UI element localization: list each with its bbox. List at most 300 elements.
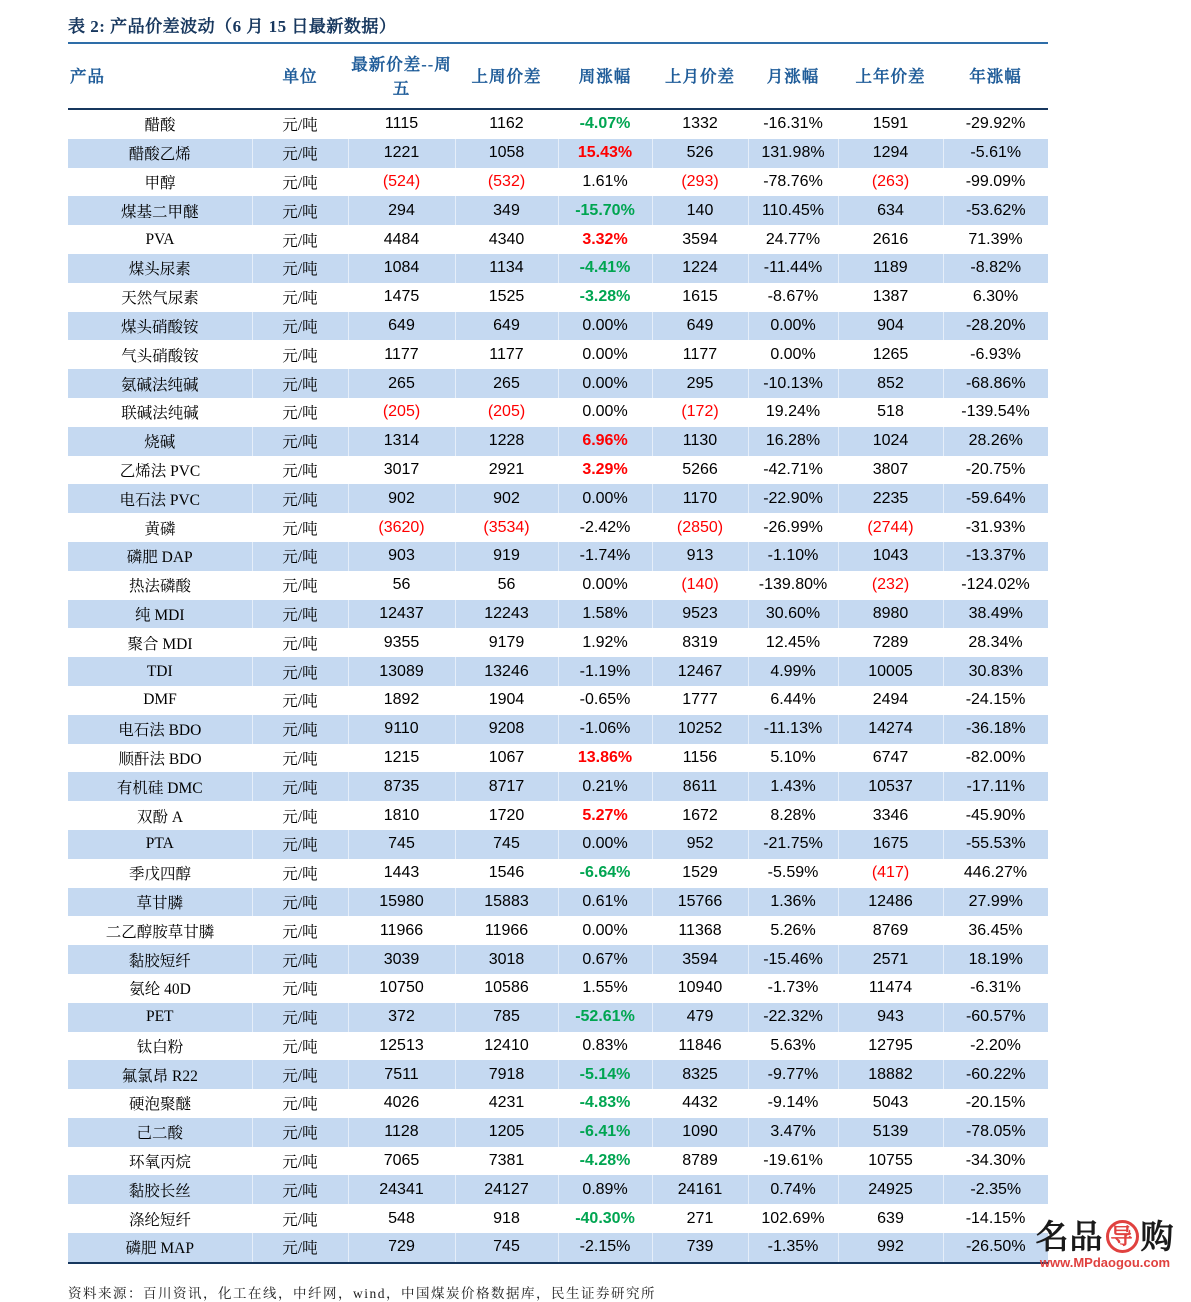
cell-unit: 元/吨: [252, 427, 348, 456]
column-header-9: 年涨幅: [943, 44, 1048, 109]
cell-year-change: 28.26%: [968, 432, 1023, 450]
cell-product: 季戊四醇: [128, 866, 191, 884]
cell-year-change: -139.54%: [961, 403, 1030, 421]
cell-month-change: -21.75%: [748, 830, 838, 859]
cell-last-week-spread: 10586: [484, 979, 529, 997]
cell-year-change: -78.05%: [965, 1123, 1026, 1141]
cell-unit: 元/吨: [252, 254, 348, 283]
cell-last-year-spread: 3346: [872, 806, 909, 824]
cell-last-week-spread: 9179: [488, 633, 525, 651]
cell-latest-spread: 1128: [348, 1118, 455, 1147]
cell-last-year-spread: 943: [838, 1003, 943, 1032]
cell-product: 煤头尿素: [68, 254, 252, 283]
cell-last-week-spread: 3018: [455, 945, 558, 974]
cell-year-change: -31.93%: [965, 518, 1026, 536]
table-row: [68, 283, 1048, 312]
cell-year-change: -20.15%: [965, 1094, 1026, 1112]
cell-year-change: -55.53%: [965, 835, 1026, 853]
cell-unit: 元/吨: [252, 369, 348, 398]
cell-week-change: 13.86%: [577, 748, 633, 766]
cell-last-week-spread: 1205: [455, 1118, 558, 1147]
cell-month-change: 1.36%: [748, 888, 838, 917]
table-row: [68, 571, 1048, 600]
logo-text-right: 购: [1140, 1218, 1175, 1255]
cell-latest-spread: 548: [388, 1209, 415, 1227]
cell-last-month-spread: 1130: [652, 427, 748, 456]
cell-week-change: 0.00%: [558, 484, 652, 513]
cell-product: 氨碱法纯碱: [68, 369, 252, 398]
cell-year-change: -68.86%: [965, 374, 1026, 392]
cell-year-change: -60.22%: [965, 1065, 1026, 1083]
cell-week-change: -6.41%: [558, 1118, 652, 1147]
cell-week-change: 0.00%: [558, 369, 652, 398]
cell-product: 己二酸: [68, 1118, 252, 1147]
cell-last-month-spread: 1615: [682, 288, 718, 306]
cell-year-change: -8.82%: [970, 259, 1022, 277]
cell-week-change: 15.43%: [558, 139, 652, 168]
cell-latest-spread: 11966: [379, 921, 424, 939]
table-row: [68, 139, 1048, 168]
cell-unit: 元/吨: [282, 635, 318, 653]
cell-month-change: 131.98%: [748, 139, 838, 168]
table-row: [68, 196, 1048, 225]
cell-unit: 元/吨: [252, 542, 348, 571]
cell-last-week-spread: 1525: [488, 288, 525, 306]
header-row: [68, 44, 1048, 109]
cell-last-week-spread: 745: [455, 830, 558, 859]
cell-month-change: 30.60%: [748, 600, 838, 629]
cell-latest-spread: 1314: [348, 427, 455, 456]
cell-month-change: -139.80%: [758, 576, 828, 594]
cell-last-year-spread: (232): [871, 576, 910, 594]
cell-unit: 元/吨: [252, 1233, 348, 1263]
cell-year-change: -82.00%: [965, 748, 1026, 766]
cell-month-change: 4.99%: [748, 657, 838, 686]
cell-year-change: 6.30%: [972, 288, 1019, 306]
logo-url: www.MPdaogou.com: [1039, 1255, 1171, 1270]
cell-product: 涤纶短纤: [128, 1211, 191, 1229]
table-row: [68, 1147, 1048, 1176]
cell-latest-spread: 729: [348, 1233, 455, 1263]
cell-month-change: -9.14%: [767, 1094, 819, 1112]
cell-last-year-spread: 1043: [838, 542, 943, 571]
cell-product: DMF: [143, 691, 177, 709]
cell-product: 纯 MDI: [68, 600, 252, 629]
cell-last-month-spread: 739: [652, 1233, 748, 1263]
cell-last-year-spread: 634: [838, 196, 943, 225]
cell-year-change: 27.99%: [968, 892, 1023, 910]
cell-product: 联碱法纯碱: [121, 405, 199, 423]
cell-week-change: -0.65%: [579, 691, 631, 709]
cell-last-year-spread: 12486: [838, 888, 943, 917]
table-row: [68, 398, 1048, 427]
cell-month-change: 0.00%: [770, 345, 816, 363]
cell-year-change: -26.50%: [965, 1238, 1026, 1256]
cell-last-week-spread: 1546: [488, 864, 525, 882]
cell-week-change: -4.07%: [579, 115, 631, 133]
column-header-3: 最新价差--周五: [348, 44, 455, 109]
table-row: [68, 369, 1048, 398]
cell-unit: 元/吨: [252, 1060, 348, 1089]
cell-week-change: 0.00%: [582, 921, 628, 939]
table-row: [68, 1175, 1048, 1204]
cell-unit: 元/吨: [282, 174, 318, 192]
cell-product: 磷肥 DAP: [68, 542, 252, 571]
cell-product: 煤头硝酸铵: [68, 312, 252, 341]
cell-product: 钛白粉: [136, 1038, 184, 1056]
cell-year-change: -36.18%: [965, 720, 1026, 738]
cell-latest-spread: 10750: [379, 979, 424, 997]
cell-month-change: 0.74%: [748, 1175, 838, 1204]
cell-latest-spread: 902: [348, 484, 455, 513]
cell-unit: 元/吨: [282, 405, 318, 423]
cell-latest-spread: 3039: [348, 945, 455, 974]
cell-latest-spread: 1215: [383, 748, 420, 766]
cell-unit: 元/吨: [252, 312, 348, 341]
cell-month-change: 3.47%: [748, 1118, 838, 1147]
table-row: [68, 1118, 1048, 1147]
cell-last-year-spread: 10755: [868, 1152, 913, 1170]
cell-last-year-spread: 2616: [872, 230, 909, 248]
cell-unit: 元/吨: [282, 1154, 318, 1172]
cell-latest-spread: 294: [348, 196, 455, 225]
cell-unit: 元/吨: [252, 657, 348, 686]
cell-unit: 元/吨: [252, 888, 348, 917]
cell-last-week-spread: 4231: [488, 1094, 525, 1112]
cell-month-change: -15.46%: [748, 945, 838, 974]
cell-product: 天然气尿素: [121, 290, 199, 308]
cell-last-year-spread: 6747: [872, 748, 909, 766]
cell-last-month-spread: 140: [652, 196, 748, 225]
cell-product: 草甘膦: [68, 888, 252, 917]
cell-year-change: -124.02%: [961, 576, 1030, 594]
cell-last-year-spread: (263): [871, 172, 910, 190]
cell-last-week-spread: 56: [497, 576, 516, 594]
cell-last-year-spread: 5139: [838, 1118, 943, 1147]
cell-week-change: 0.89%: [558, 1175, 652, 1204]
cell-latest-spread: 9355: [383, 633, 420, 651]
cell-product: 热法磷酸: [128, 578, 191, 596]
cell-week-change: -15.70%: [558, 196, 652, 225]
cell-year-change: 446.27%: [963, 864, 1028, 882]
cell-unit: 元/吨: [282, 923, 318, 941]
table-row: [68, 427, 1048, 456]
cell-last-week-spread: 7918: [455, 1060, 558, 1089]
cell-year-change: 38.49%: [968, 604, 1023, 622]
cell-year-change: -59.64%: [965, 489, 1026, 507]
cell-last-week-spread: 649: [455, 312, 558, 341]
table-row: [68, 1204, 1048, 1233]
cell-last-month-spread: (2850): [676, 518, 724, 536]
cell-week-change: -40.30%: [575, 1209, 635, 1227]
cell-month-change: 16.28%: [748, 427, 838, 456]
table-title: 表 2: 产品价差波动（6 月 15 日最新数据）: [68, 17, 397, 36]
cell-week-change: 3.32%: [582, 230, 628, 248]
cell-last-week-spread: 745: [455, 1233, 558, 1263]
cell-latest-spread: (524): [382, 172, 421, 190]
cell-last-year-spread: 1591: [872, 115, 909, 133]
cell-last-year-spread: 904: [838, 312, 943, 341]
cell-last-month-spread: 1672: [682, 806, 718, 824]
cell-last-week-spread: 785: [455, 1003, 558, 1032]
table-row: [68, 600, 1048, 629]
cell-last-month-spread: 271: [686, 1209, 714, 1227]
cell-last-year-spread: 8769: [872, 921, 909, 939]
cell-last-year-spread: 1294: [838, 139, 943, 168]
cell-month-change: 102.69%: [761, 1209, 825, 1227]
table-body: [68, 109, 1048, 1263]
cell-last-year-spread: 2571: [838, 945, 943, 974]
table-row: [68, 1089, 1048, 1118]
cell-unit: 元/吨: [282, 693, 318, 711]
cell-last-month-spread: 952: [652, 830, 748, 859]
cell-last-week-spread: 1904: [488, 691, 525, 709]
cell-week-change: 5.27%: [582, 806, 628, 824]
cell-unit: 元/吨: [252, 600, 348, 629]
cell-unit: 元/吨: [252, 196, 348, 225]
cell-week-change: 1.58%: [558, 600, 652, 629]
column-header-1: 产品: [68, 44, 252, 109]
cell-latest-spread: 7511: [348, 1060, 455, 1089]
column-header-4: 上周价差: [455, 44, 558, 109]
table-row: [68, 657, 1048, 686]
cell-month-change: 24.77%: [765, 230, 821, 248]
cell-product: 二乙醇胺草甘膦: [105, 923, 215, 941]
cell-week-change: -4.28%: [579, 1152, 631, 1170]
cell-product: 环氧丙烷: [128, 1154, 191, 1172]
cell-month-change: 19.24%: [765, 403, 821, 421]
cell-year-change: -13.37%: [965, 547, 1026, 565]
cell-latest-spread: 265: [348, 369, 455, 398]
cell-last-month-spread: 8319: [682, 633, 718, 651]
cell-last-month-spread: 1170: [652, 484, 748, 513]
cell-last-year-spread: 14274: [838, 715, 943, 744]
cell-last-year-spread: 639: [877, 1209, 904, 1227]
cell-last-year-spread: 518: [877, 403, 904, 421]
cell-last-month-spread: 1777: [682, 691, 718, 709]
cell-latest-spread: 745: [348, 830, 455, 859]
cell-last-week-spread: 265: [455, 369, 558, 398]
cell-unit: 元/吨: [282, 578, 318, 596]
cell-last-month-spread: 295: [652, 369, 748, 398]
cell-week-change: 0.67%: [558, 945, 652, 974]
cell-week-change: -52.61%: [558, 1003, 652, 1032]
table-row: [68, 772, 1048, 801]
cell-product: 有机硅 DMC: [68, 772, 252, 801]
cell-last-week-spread: 1067: [488, 748, 525, 766]
cell-latest-spread: 1221: [348, 139, 455, 168]
cell-year-change: -24.15%: [965, 691, 1026, 709]
cell-unit: 元/吨: [282, 290, 318, 308]
cell-last-month-spread: 1177: [682, 345, 718, 363]
cell-latest-spread: 4026: [383, 1094, 420, 1112]
cell-year-change: -6.31%: [970, 979, 1021, 997]
cell-last-year-spread: 10005: [838, 657, 943, 686]
cell-last-month-spread: 8325: [652, 1060, 748, 1089]
cell-last-year-spread: 1675: [838, 830, 943, 859]
cell-last-month-spread: 9523: [652, 600, 748, 629]
cell-last-year-spread: (2744): [867, 518, 914, 536]
cell-last-month-spread: 8789: [682, 1152, 718, 1170]
cell-week-change: 0.00%: [582, 403, 628, 421]
cell-last-week-spread: 8717: [455, 772, 558, 801]
table-row: [68, 1233, 1048, 1263]
cell-last-week-spread: 1177: [489, 345, 524, 363]
cell-year-change: 30.83%: [968, 662, 1023, 680]
cell-month-change: -1.73%: [767, 979, 819, 997]
cell-unit: 元/吨: [282, 1096, 318, 1114]
cell-unit: 元/吨: [282, 1038, 318, 1056]
cell-unit: 元/吨: [282, 808, 318, 826]
cell-month-change: 1.43%: [748, 772, 838, 801]
column-header-6: 上月价差: [652, 44, 748, 109]
cell-month-change: 5.10%: [770, 748, 816, 766]
cell-year-change: 18.19%: [968, 950, 1023, 968]
mpdaogou-logo: [1021, 1220, 1189, 1270]
cell-product: PTA: [68, 830, 252, 859]
cell-unit: 元/吨: [282, 981, 318, 999]
cell-last-week-spread: 11966: [484, 921, 529, 939]
cell-last-week-spread: 919: [455, 542, 558, 571]
cell-latest-spread: 1443: [383, 864, 420, 882]
cell-month-change: -42.71%: [763, 460, 823, 478]
cell-last-month-spread: 3594: [652, 945, 748, 974]
cell-last-year-spread: 24925: [838, 1175, 943, 1204]
cell-last-year-spread: 10537: [838, 772, 943, 801]
cell-last-week-spread: 2921: [488, 460, 525, 478]
cell-last-month-spread: 24161: [652, 1175, 748, 1204]
cell-product: 黏胶短纤: [68, 945, 252, 974]
cell-product: 硬泡聚醚: [128, 1096, 191, 1114]
cell-week-change: -2.15%: [558, 1233, 652, 1263]
cell-last-month-spread: (293): [681, 172, 719, 190]
cell-last-week-spread: 918: [493, 1209, 520, 1227]
cell-unit: 元/吨: [252, 715, 348, 744]
cell-last-month-spread: 5266: [682, 460, 718, 478]
cell-product: 氨纶 40D: [129, 981, 191, 999]
cell-last-month-spread: (140): [681, 576, 719, 594]
cell-week-change: 1.55%: [582, 979, 628, 997]
cell-latest-spread: 1892: [383, 691, 420, 709]
cell-last-week-spread: 9208: [455, 715, 558, 744]
cell-week-change: -6.64%: [579, 864, 631, 882]
cell-latest-spread: 9110: [348, 715, 455, 744]
cell-year-change: -29.92%: [965, 115, 1026, 133]
cell-unit: 元/吨: [282, 462, 318, 480]
table-row: [68, 801, 1048, 830]
cell-week-change: 0.83%: [582, 1036, 628, 1054]
cell-last-year-spread: 11474: [868, 979, 913, 997]
cell-last-year-spread: 5043: [872, 1094, 909, 1112]
cell-last-year-spread: 12795: [868, 1036, 913, 1054]
cell-year-change: -20.75%: [965, 460, 1026, 478]
table-row: [68, 168, 1048, 197]
cell-product: 电石法 PVC: [68, 484, 252, 513]
cell-product: 聚合 MDI: [127, 635, 193, 653]
cell-year-change: -34.30%: [965, 1152, 1026, 1170]
cell-product: 黄磷: [144, 520, 176, 538]
cell-year-change: -14.15%: [965, 1209, 1026, 1227]
cell-year-change: -6.93%: [970, 345, 1021, 363]
cell-last-year-spread: 8980: [838, 600, 943, 629]
cell-unit: 元/吨: [252, 1118, 348, 1147]
cell-last-week-spread: 7381: [488, 1152, 525, 1170]
cell-month-change: 6.44%: [770, 691, 816, 709]
cell-latest-spread: 56: [392, 576, 411, 594]
cell-product: 煤基二甲醚: [68, 196, 252, 225]
cell-latest-spread: 8735: [348, 772, 455, 801]
cell-month-change: 110.45%: [748, 196, 838, 225]
cell-product: PET: [68, 1003, 252, 1032]
cell-last-week-spread: 12243: [455, 600, 558, 629]
cell-last-month-spread: 1529: [682, 864, 718, 882]
cell-week-change: -1.74%: [558, 542, 652, 571]
cell-latest-spread: 903: [348, 542, 455, 571]
cell-latest-spread: (205): [382, 403, 421, 421]
cell-week-change: -2.42%: [579, 518, 631, 536]
cell-month-change: -10.13%: [748, 369, 838, 398]
cell-month-change: -1.35%: [748, 1233, 838, 1263]
cell-product: 烧碱: [68, 427, 252, 456]
table-row: [68, 888, 1048, 917]
cell-last-month-spread: 11846: [678, 1036, 722, 1054]
price-spread-table: [68, 44, 1048, 1264]
cell-last-year-spread: 1387: [872, 288, 909, 306]
table-header: [68, 44, 1048, 109]
cell-week-change: 0.00%: [558, 830, 652, 859]
cell-week-change: 0.61%: [558, 888, 652, 917]
cell-unit: 元/吨: [282, 866, 318, 884]
table-row: [68, 484, 1048, 513]
cell-last-year-spread: 7289: [872, 633, 909, 651]
cell-last-week-spread: 902: [455, 484, 558, 513]
cell-latest-spread: 1177: [384, 345, 419, 363]
cell-month-change: -11.44%: [748, 254, 838, 283]
cell-unit: 元/吨: [282, 232, 318, 250]
cell-last-month-spread: 10940: [677, 979, 723, 997]
cell-month-change: 5.63%: [770, 1036, 816, 1054]
cell-last-week-spread: (532): [487, 172, 526, 190]
cell-latest-spread: 7065: [383, 1152, 420, 1170]
cell-month-change: -8.67%: [767, 288, 819, 306]
cell-product: 甲醇: [144, 174, 176, 192]
table-row: [68, 686, 1048, 715]
cell-latest-spread: 1115: [384, 115, 419, 133]
cell-last-week-spread: 13246: [455, 657, 558, 686]
cell-last-week-spread: 1720: [488, 806, 525, 824]
cell-month-change: -9.77%: [748, 1060, 838, 1089]
cell-last-month-spread: (172): [681, 403, 719, 421]
table-row: [68, 1003, 1048, 1032]
cell-product: 双酚 A: [136, 808, 184, 826]
table-row: [68, 945, 1048, 974]
cell-product: 醋酸: [144, 117, 176, 135]
cell-unit: 元/吨: [282, 1211, 318, 1229]
cell-week-change: -5.14%: [558, 1060, 652, 1089]
table-row: [68, 109, 1048, 139]
cell-week-change: 1.61%: [582, 172, 628, 190]
cell-week-change: 0.00%: [582, 576, 628, 594]
cell-last-week-spread: 1058: [455, 139, 558, 168]
cell-last-month-spread: 1332: [682, 115, 718, 133]
cell-last-month-spread: 15766: [652, 888, 748, 917]
column-header-2: 单位: [252, 44, 348, 109]
table-row: [68, 1032, 1048, 1061]
cell-last-year-spread: 1189: [838, 254, 943, 283]
table-row: [68, 225, 1048, 254]
cell-last-week-spread: 1162: [489, 115, 524, 133]
cell-product: 氟氯昂 R22: [68, 1060, 252, 1089]
